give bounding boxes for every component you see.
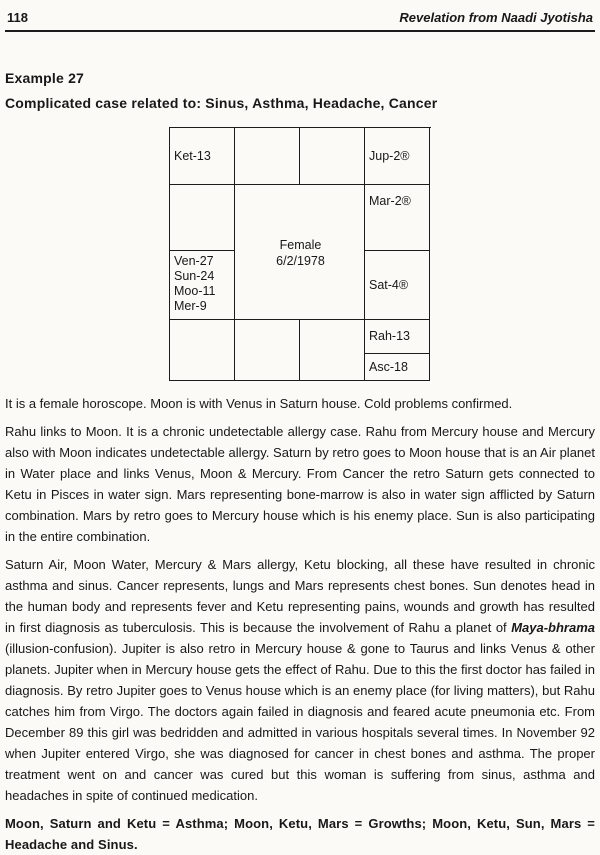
planet-mars: Mar-2® [369,194,411,208]
chart-cell-empty [170,185,235,251]
planet-mercury: Mer-9 [174,299,207,313]
chart-cell-empty [235,128,300,185]
chart-cell-venus-group [170,251,235,320]
chart-cell-empty [300,320,365,381]
chart-subject-dob: 6/2/1978 [276,253,325,268]
page-header [5,0,595,32]
analysis-2-before: Saturn Air, Moon Water, Mercury & Mars allergy, Ketu blocking, all these have resulted in chronic asthma and sinus. Cancer represents, lungs and Mars represents chest bones. Sun denotes head in the human body and represents fever and Ketu representing pains, wounds and growth has resulted in first diagnosis as tuberculosis. This is because the involvement of Rahu a planet of [5,557,595,635]
chart-cell-empty [300,128,365,185]
planet-moon: Moo-11 [174,284,216,298]
chart-cell-empty [170,320,235,381]
page-number: 118 [7,10,28,25]
chart-center [235,185,365,320]
case-label: Complicated case related to: [5,95,202,111]
conclusion-statement: Moon, Saturn and Ketu = Asthma; Moon, Ketu, Mars = Growths; Moon, Ketu, Sun, Mars = Headache and Sinus. [5,816,595,852]
planet-sun: Sun-24 [174,269,215,283]
planet-ketu: Ket-13 [174,149,211,163]
paragraph-summary: It is a female horoscope. Moon is with Venus in Saturn house. Cold problems confirmed. [5,396,513,411]
chart-cell-jupiter [365,128,430,185]
chart-cell-saturn [365,251,430,320]
chart-cell-empty [235,320,300,381]
body-text [5,393,595,855]
paragraph-analysis-2 [5,554,595,806]
chart-cell-ketu [170,128,235,185]
planet-rahu: Rah-13 [365,320,429,354]
chart-subject-gender: Female [279,237,322,252]
planet-saturn: Sat-4® [369,278,409,292]
case-statement [5,93,595,114]
chart-cell-rahu-asc [365,320,430,381]
analysis-2-after: (illusion-confusion). Jupiter is also retro in Mercury house & gone to Taurus and links Venus & other planets. Jupiter when in Mercury house gets the effect of Rahu. Due to this the first doctor has failed in diagnosis. By retro Jupiter goes to Venus house which is an enemy place (for living matters), but Rahu catches him from Virgo. The doctors again failed in diagnosis and feared acute pneumonia etc. From December 89 this girl was bedridden and admitted in various hospitals several times. In November 92 when Jupiter entered Virgo, she was diagnosed for cancer in chest bones and asthma. The proper treatment went on and cancer was cured but this woman is suffering from sinus, asthma and headaches in spite of continued medication. [5,641,595,803]
chart-cell-mars [365,185,430,251]
ascendant-marker: Asc-18 [369,359,408,374]
book-title: Revelation from Naadi Jyotisha [399,10,593,25]
case-conditions: Sinus, Asthma, Headache, Cancer [201,95,438,111]
paragraph-analysis-1: Rahu links to Moon. It is a chronic undetectable allergy case. Rahu from Mercury house and Mercury also with Moon indicates undetectable allergy. Saturn by retro goes to Moon house that is an Air planet in Water place and links Venus, Moon & Mercury. From Cancer the retro Saturn gets connected to Ketu in Pisces in water sign. Mars representing bone-marrow is also in water sign afflicted by Saturn combination. Mars by retro goes to Mercury house which is his enemy place. Sun is also participating in the entire combination. [5,424,595,544]
rasi-chart [169,127,431,381]
analysis-2-term: Maya-bhrama [511,620,595,635]
planet-jupiter: Jup-2® [369,149,410,163]
example-title: Example 27 [5,70,85,86]
planet-venus: Ven-27 [174,254,214,268]
